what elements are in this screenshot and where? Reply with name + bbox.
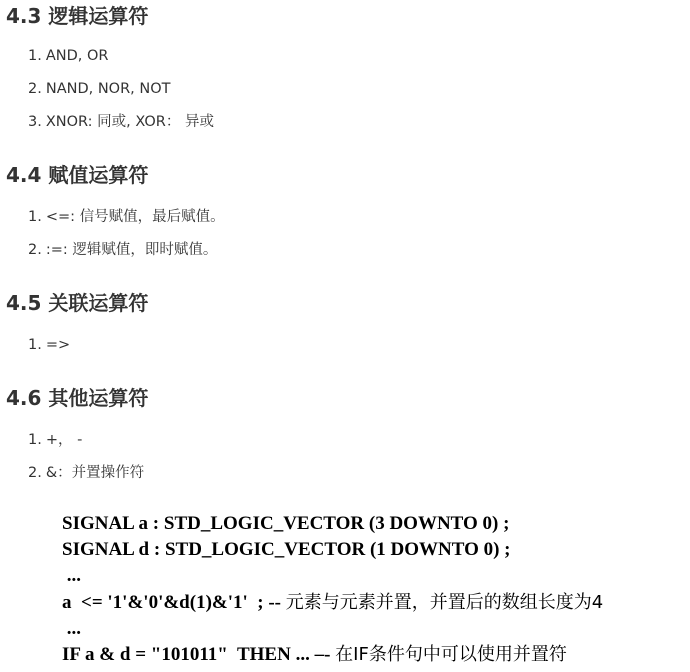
section-heading-4-3: 4.3 逻辑运算符 [6,4,149,28]
list-item: 1. +， - [28,432,83,448]
code-comment: 元素与元素并置，并置后的数组长度为4 [285,592,604,613]
code-line: ... [62,618,81,639]
list-item: 2. &：并置操作符 [28,465,145,481]
list-item: 2. NAND, NOR, NOT [28,81,171,97]
section-heading-4-5: 4.5 关联运算符 [6,291,149,315]
code-line: SIGNAL d : STD_LOGIC_VECTOR (1 DOWNTO 0) ; [62,539,511,560]
list-item: 1. <=: 信号赋值，最后赋值。 [28,209,225,225]
code-line [62,591,603,615]
code-line: ... [62,565,81,586]
code-comment: 在IF条件句中可以使用并置符 [335,644,567,665]
list-item: 1. AND, OR [28,48,109,64]
code-text: a <= '1'&'0'&d(1)&'1' ; -- [62,592,286,613]
list-item: 1. => [28,337,71,353]
code-line [62,643,567,667]
code-text: IF a & d = "101011" THEN ... –- [62,644,336,665]
list-item: 3. XNOR: 同或, XOR： 异或 [28,114,214,130]
code-line: SIGNAL a : STD_LOGIC_VECTOR (3 DOWNTO 0) ; [62,513,510,534]
section-heading-4-4: 4.4 赋值运算符 [6,163,149,187]
list-item: 2. :=: 逻辑赋值，即时赋值。 [28,242,218,258]
section-heading-4-6: 4.6 其他运算符 [6,386,149,410]
